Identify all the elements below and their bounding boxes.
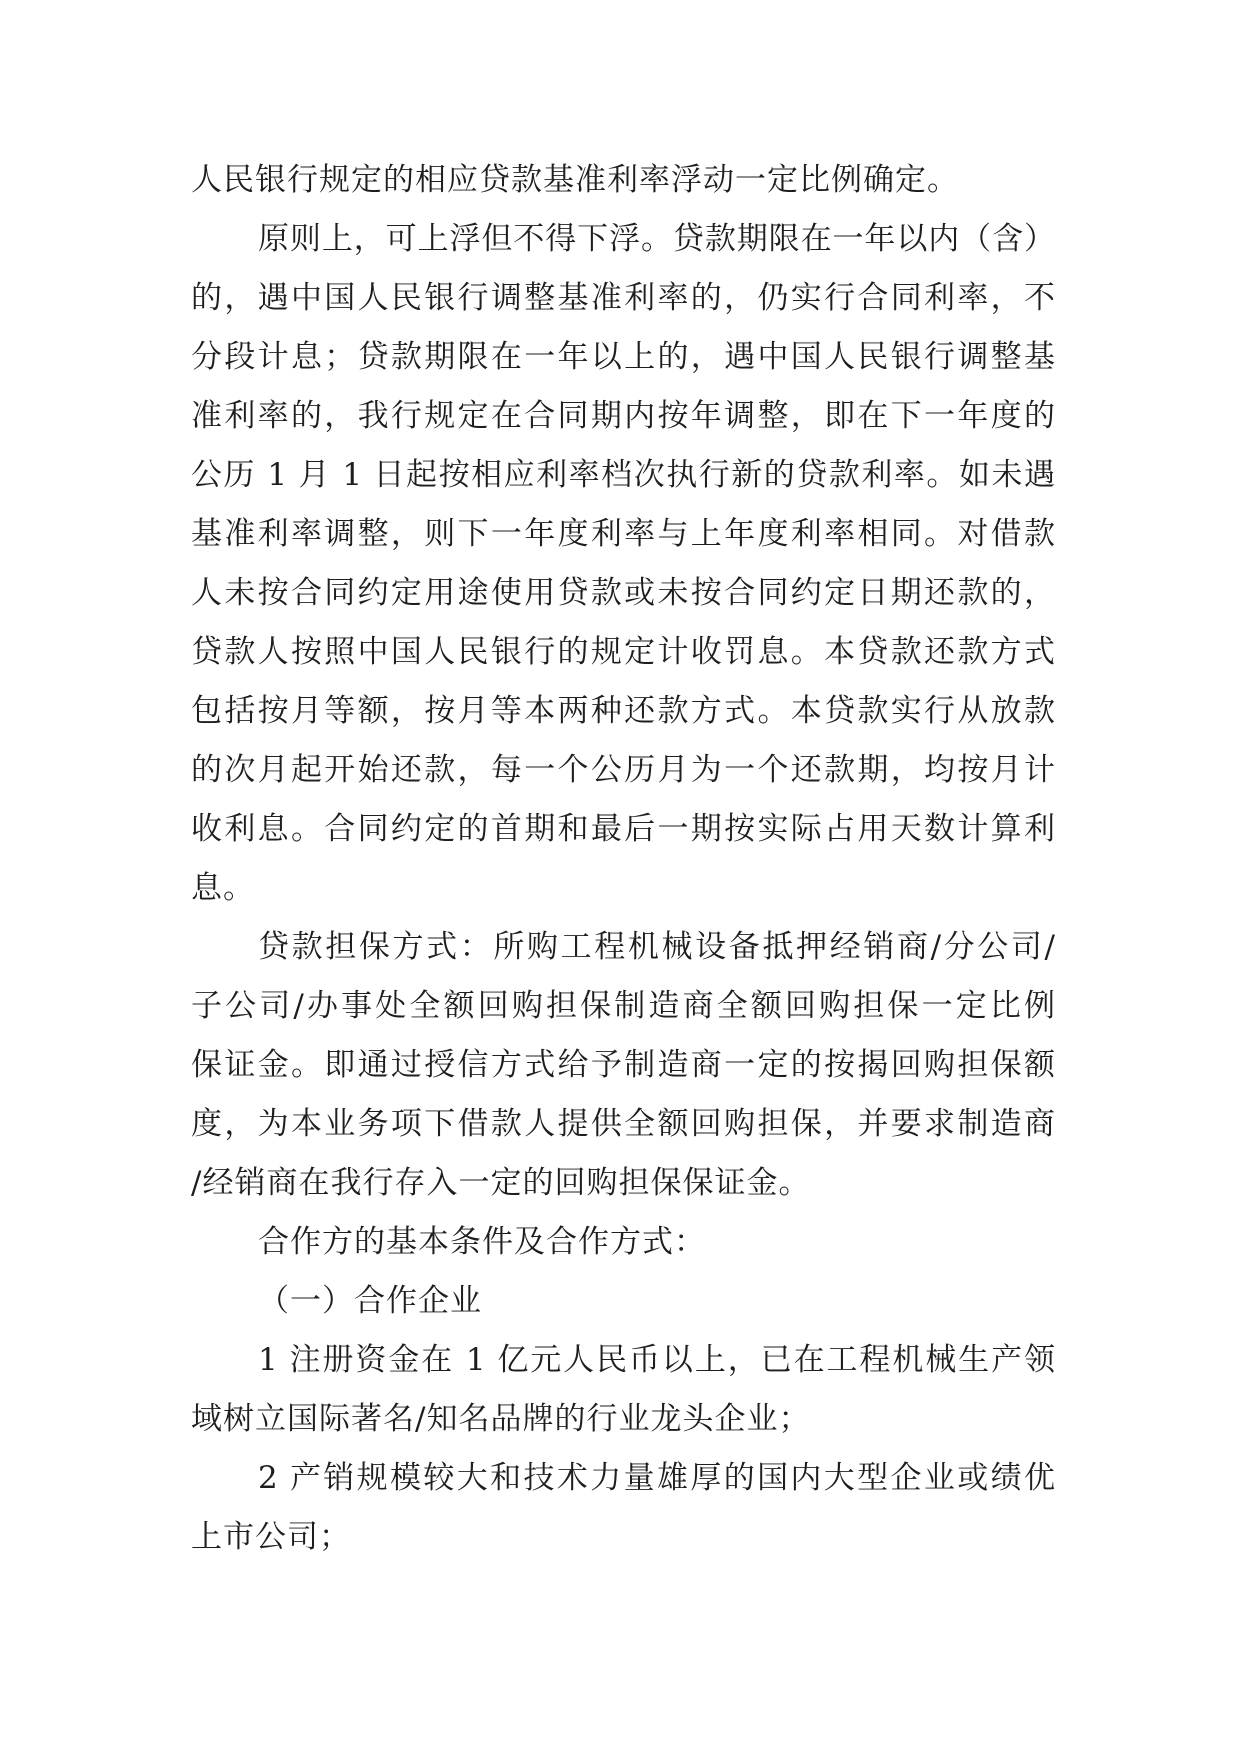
paragraph-partner-intro	[191, 1213, 1055, 1272]
list-item-2	[191, 1449, 1055, 1567]
text-line: 1 注册资金在 1 亿元人民币以上，已在工程机械生产领	[258, 1342, 1055, 1378]
section-heading	[191, 1272, 1055, 1331]
text-line: 人未按合同约定用途使用贷款或未按合同约定日期还款的，	[191, 575, 1055, 611]
text-line: /经销商在我行存入一定的回购担保保证金。	[191, 1165, 811, 1201]
text-line: 的次月起开始还款，每一个公历月为一个还款期，均按月计	[191, 752, 1055, 788]
list-item-1	[191, 1331, 1055, 1449]
text-line: 人民银行规定的相应贷款基准利率浮动一定比例确定。	[191, 162, 959, 198]
text-line: 域树立国际著名/知名品牌的行业龙头企业；	[191, 1401, 811, 1437]
paragraph-interest-terms	[191, 210, 1055, 918]
text-line: 收利息。合同约定的首期和最后一期按实际占用天数计算利	[191, 811, 1055, 847]
text-line: 度，为本业务项下借款人提供全额回购担保，并要求制造商	[191, 1106, 1055, 1142]
text-line: 子公司/办事处全额回购担保制造商全额回购担保一定比例	[191, 988, 1055, 1024]
text-line: 贷款担保方式：所购工程机械设备抵押经销商/分公司/	[258, 929, 1055, 965]
text-line: 合作方的基本条件及合作方式：	[258, 1224, 706, 1260]
paragraph-guarantee	[191, 918, 1055, 1213]
text-line: 准利率的，我行规定在合同期内按年调整，即在下一年度的	[191, 398, 1055, 434]
text-line: 上市公司；	[191, 1519, 351, 1555]
text-line: 息。	[191, 870, 255, 906]
text-line: 分段计息；贷款期限在一年以上的，遇中国人民银行调整基	[191, 339, 1055, 375]
document-body	[191, 151, 1055, 1567]
text-line: 2 产销规模较大和技术力量雄厚的国内大型企业或绩优	[258, 1460, 1055, 1496]
text-line: 的，遇中国人民银行调整基准利率的，仍实行合同利率，不	[191, 280, 1055, 316]
paragraph-rate-basis	[191, 151, 1055, 210]
text-line: 贷款人按照中国人民银行的规定计收罚息。本贷款还款方式	[191, 634, 1055, 670]
text-line: 原则上，可上浮但不得下浮。贷款期限在一年以内（含）	[258, 221, 1055, 257]
text-line: （一）合作企业	[258, 1283, 482, 1319]
text-line: 保证金。即通过授信方式给予制造商一定的按揭回购担保额	[191, 1047, 1055, 1083]
text-line: 基准利率调整，则下一年度利率与上年度利率相同。对借款	[191, 516, 1055, 552]
text-line: 公历 1 月 1 日起按相应利率档次执行新的贷款利率。如未遇	[191, 457, 1055, 493]
text-line: 包括按月等额，按月等本两种还款方式。本贷款实行从放款	[191, 693, 1055, 729]
